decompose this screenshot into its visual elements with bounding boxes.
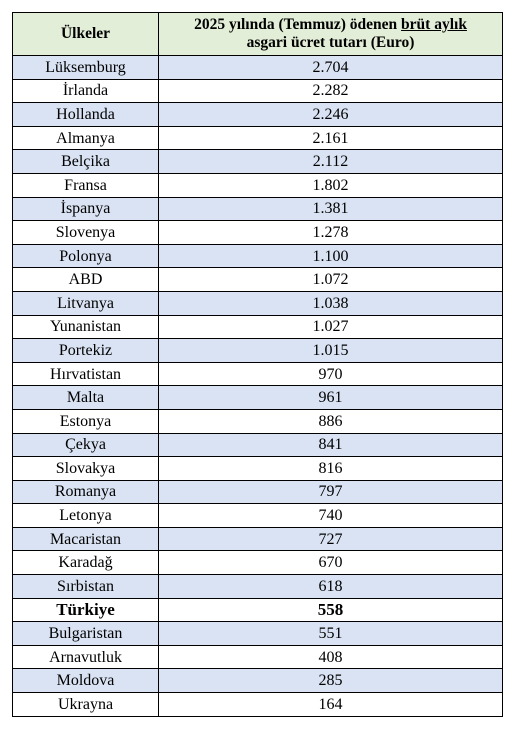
header-wage-underlined: brüt aylık bbox=[401, 16, 467, 33]
wage-cell: 408 bbox=[159, 645, 503, 669]
wage-cell: 961 bbox=[159, 386, 503, 410]
country-cell: Slovakya bbox=[13, 457, 159, 481]
country-cell: Bulgaristan bbox=[13, 622, 159, 646]
wage-cell: 740 bbox=[159, 504, 503, 528]
country-cell: Macaristan bbox=[13, 527, 159, 551]
table-row bbox=[13, 551, 503, 575]
wage-cell: 816 bbox=[159, 457, 503, 481]
country-cell: Karadağ bbox=[13, 551, 159, 575]
table-row bbox=[13, 527, 503, 551]
table-row bbox=[13, 268, 503, 292]
table-row bbox=[13, 315, 503, 339]
country-cell: Lüksemburg bbox=[13, 56, 159, 80]
country-cell: Almanya bbox=[13, 126, 159, 150]
table-row bbox=[13, 598, 503, 622]
country-cell: Litvanya bbox=[13, 291, 159, 315]
country-cell: Ukrayna bbox=[13, 693, 159, 717]
wage-cell: 1.100 bbox=[159, 244, 503, 268]
country-cell: Fransa bbox=[13, 173, 159, 197]
table-header-row bbox=[13, 13, 503, 56]
country-cell: Romanya bbox=[13, 480, 159, 504]
wage-cell: 551 bbox=[159, 622, 503, 646]
table-row bbox=[13, 173, 503, 197]
wage-cell: 1.381 bbox=[159, 197, 503, 221]
wage-cell: 1.038 bbox=[159, 291, 503, 315]
country-cell: Polonya bbox=[13, 244, 159, 268]
header-wage bbox=[159, 13, 503, 56]
country-cell: Hollanda bbox=[13, 103, 159, 127]
wage-cell: 2.282 bbox=[159, 79, 503, 103]
country-cell: Türkiye bbox=[13, 598, 159, 622]
table-row bbox=[13, 645, 503, 669]
wage-cell: 1.802 bbox=[159, 173, 503, 197]
wage-cell: 1.072 bbox=[159, 268, 503, 292]
wage-cell: 670 bbox=[159, 551, 503, 575]
country-cell: Portekiz bbox=[13, 339, 159, 363]
country-cell: Estonya bbox=[13, 409, 159, 433]
table-row bbox=[13, 244, 503, 268]
wage-cell: 841 bbox=[159, 433, 503, 457]
table-row bbox=[13, 480, 503, 504]
table-row bbox=[13, 221, 503, 245]
country-cell: Arnavutluk bbox=[13, 645, 159, 669]
minimum-wage-table bbox=[12, 12, 503, 717]
wage-cell: 1.027 bbox=[159, 315, 503, 339]
table-row bbox=[13, 669, 503, 693]
table-row bbox=[13, 362, 503, 386]
wage-cell: 1.278 bbox=[159, 221, 503, 245]
header-wage-text-2: asgari ücret tutarı (Euro) bbox=[246, 34, 415, 51]
country-cell: ABD bbox=[13, 268, 159, 292]
country-cell: İrlanda bbox=[13, 79, 159, 103]
header-countries: Ülkeler bbox=[13, 13, 159, 56]
country-cell: İspanya bbox=[13, 197, 159, 221]
wage-cell: 797 bbox=[159, 480, 503, 504]
country-cell: Belçika bbox=[13, 150, 159, 174]
wage-cell: 618 bbox=[159, 575, 503, 599]
wage-cell: 2.704 bbox=[159, 56, 503, 80]
wage-cell: 164 bbox=[159, 693, 503, 717]
table-row bbox=[13, 575, 503, 599]
country-cell: Sırbistan bbox=[13, 575, 159, 599]
country-cell: Yunanistan bbox=[13, 315, 159, 339]
wage-cell: 1.015 bbox=[159, 339, 503, 363]
table-row bbox=[13, 291, 503, 315]
table-row bbox=[13, 504, 503, 528]
table-row bbox=[13, 103, 503, 127]
table-row bbox=[13, 56, 503, 80]
table-row bbox=[13, 433, 503, 457]
country-cell: Hırvatistan bbox=[13, 362, 159, 386]
wage-cell: 970 bbox=[159, 362, 503, 386]
wage-cell: 285 bbox=[159, 669, 503, 693]
table-row bbox=[13, 197, 503, 221]
wage-cell: 727 bbox=[159, 527, 503, 551]
table-row bbox=[13, 693, 503, 717]
header-wage-text-1: 2025 yılında (Temmuz) ödenen bbox=[194, 16, 402, 33]
country-cell: Letonya bbox=[13, 504, 159, 528]
table-row bbox=[13, 409, 503, 433]
country-cell: Slovenya bbox=[13, 221, 159, 245]
wage-cell: 558 bbox=[159, 598, 503, 622]
wage-cell: 2.161 bbox=[159, 126, 503, 150]
table-row bbox=[13, 126, 503, 150]
table-row bbox=[13, 79, 503, 103]
country-cell: Malta bbox=[13, 386, 159, 410]
table-row bbox=[13, 150, 503, 174]
wage-cell: 2.112 bbox=[159, 150, 503, 174]
table-row bbox=[13, 457, 503, 481]
country-cell: Moldova bbox=[13, 669, 159, 693]
country-cell: Çekya bbox=[13, 433, 159, 457]
table-row bbox=[13, 622, 503, 646]
table-row bbox=[13, 339, 503, 363]
table-row bbox=[13, 386, 503, 410]
wage-cell: 2.246 bbox=[159, 103, 503, 127]
wage-cell: 886 bbox=[159, 409, 503, 433]
